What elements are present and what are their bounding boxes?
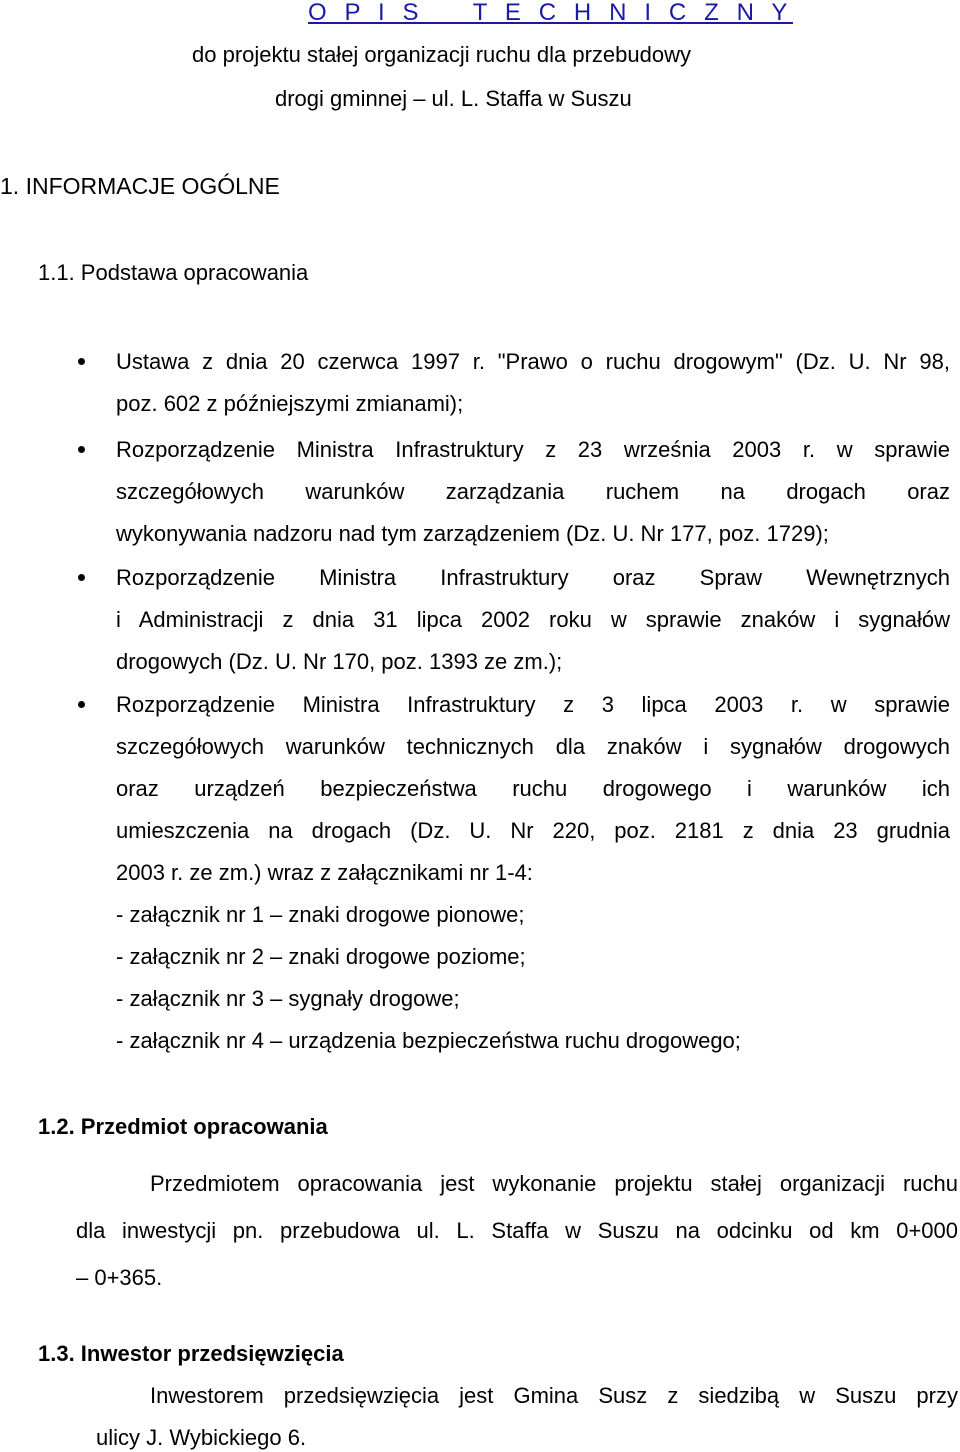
- bullet-1-line-1: Ustawa z dnia 20 czerwca 1997 r. "Prawo o ruchu drogowym" (Dz. U. Nr 98,: [116, 349, 950, 374]
- bullet-3-line-1: Rozporządzenie Ministra Infrastruktury oraz Spraw Wewnętrznych: [116, 565, 950, 590]
- bullet-4-line-2: szczegółowych warunków technicznych dla znaków i sygnałów drogowych: [116, 734, 950, 759]
- bullet-icon: [78, 358, 85, 365]
- subtitle-line-1: do projektu stałej organizacji ruchu dla przebudowy: [192, 42, 691, 67]
- bullet-3-line-3: drogowych (Dz. U. Nr 170, poz. 1393 ze zm.);: [116, 649, 563, 674]
- section-1-2-line-1: Przedmiotem opracowania jest wykonanie projektu stałej organizacji ruchu: [150, 1171, 958, 1196]
- bullet-2-line-2: szczegółowych warunków zarządzania ruchem na drogach oraz: [116, 479, 950, 504]
- section-1-3-line-2: ulicy J. Wybickiego 6.: [96, 1425, 307, 1450]
- bullet-4-line-5: 2003 r. ze zm.) wraz z załącznikami nr 1-4:: [116, 860, 533, 885]
- bullet-4-line-1: Rozporządzenie Ministra Infrastruktury z 3 lipca 2003 r. w sprawie: [116, 692, 950, 717]
- attachment-2: - załącznik nr 2 – znaki drogowe poziome;: [116, 944, 526, 969]
- section-1-2-line-3: – 0+365.: [76, 1265, 163, 1290]
- bullet-3-line-2: i Administracji z dnia 31 lipca 2002 roku w sprawie znaków i sygnałów: [116, 607, 950, 632]
- attachment-1: - załącznik nr 1 – znaki drogowe pionowe;: [116, 902, 525, 927]
- bullet-icon: [78, 574, 85, 581]
- subtitle-line-2: drogi gminnej – ul. L. Staffa w Suszu: [275, 86, 632, 111]
- section-1-2-heading: 1.2. Przedmiot opracowania: [38, 1114, 328, 1139]
- section-1-2-line-2: dla inwestycji pn. przebudowa ul. L. Staffa w Suszu na odcinku od km 0+000: [76, 1218, 958, 1243]
- bullet-icon: [78, 701, 85, 708]
- attachment-3: - załącznik nr 3 – sygnały drogowe;: [116, 986, 460, 1011]
- document-title: O P I S T E C H N I C Z N Y: [308, 0, 793, 26]
- bullet-icon: [78, 446, 85, 453]
- attachment-4: - załącznik nr 4 – urządzenia bezpieczeństwa ruchu drogowego;: [116, 1028, 741, 1053]
- section-1-3-heading: 1.3. Inwestor przedsięwzięcia: [38, 1341, 344, 1366]
- bullet-4-line-3: oraz urządzeń bezpieczeństwa ruchu drogowego i warunków ich: [116, 776, 950, 801]
- bullet-1-line-2: poz. 602 z późniejszymi zmianami);: [116, 391, 464, 416]
- bullet-2-line-3: wykonywania nadzoru nad tym zarządzeniem (Dz. U. Nr 177, poz. 1729);: [116, 521, 829, 546]
- section-1-heading: 1. INFORMACJE OGÓLNE: [0, 173, 280, 199]
- section-1-1-heading: 1.1. Podstawa opracowania: [38, 260, 309, 285]
- bullet-4-line-4: umieszczenia na drogach (Dz. U. Nr 220, poz. 2181 z dnia 23 grudnia: [116, 818, 950, 843]
- bullet-2-line-1: Rozporządzenie Ministra Infrastruktury z 23 września 2003 r. w sprawie: [116, 437, 950, 462]
- section-1-3-line-1: Inwestorem przedsięwzięcia jest Gmina Susz z siedzibą w Suszu przy: [150, 1383, 958, 1408]
